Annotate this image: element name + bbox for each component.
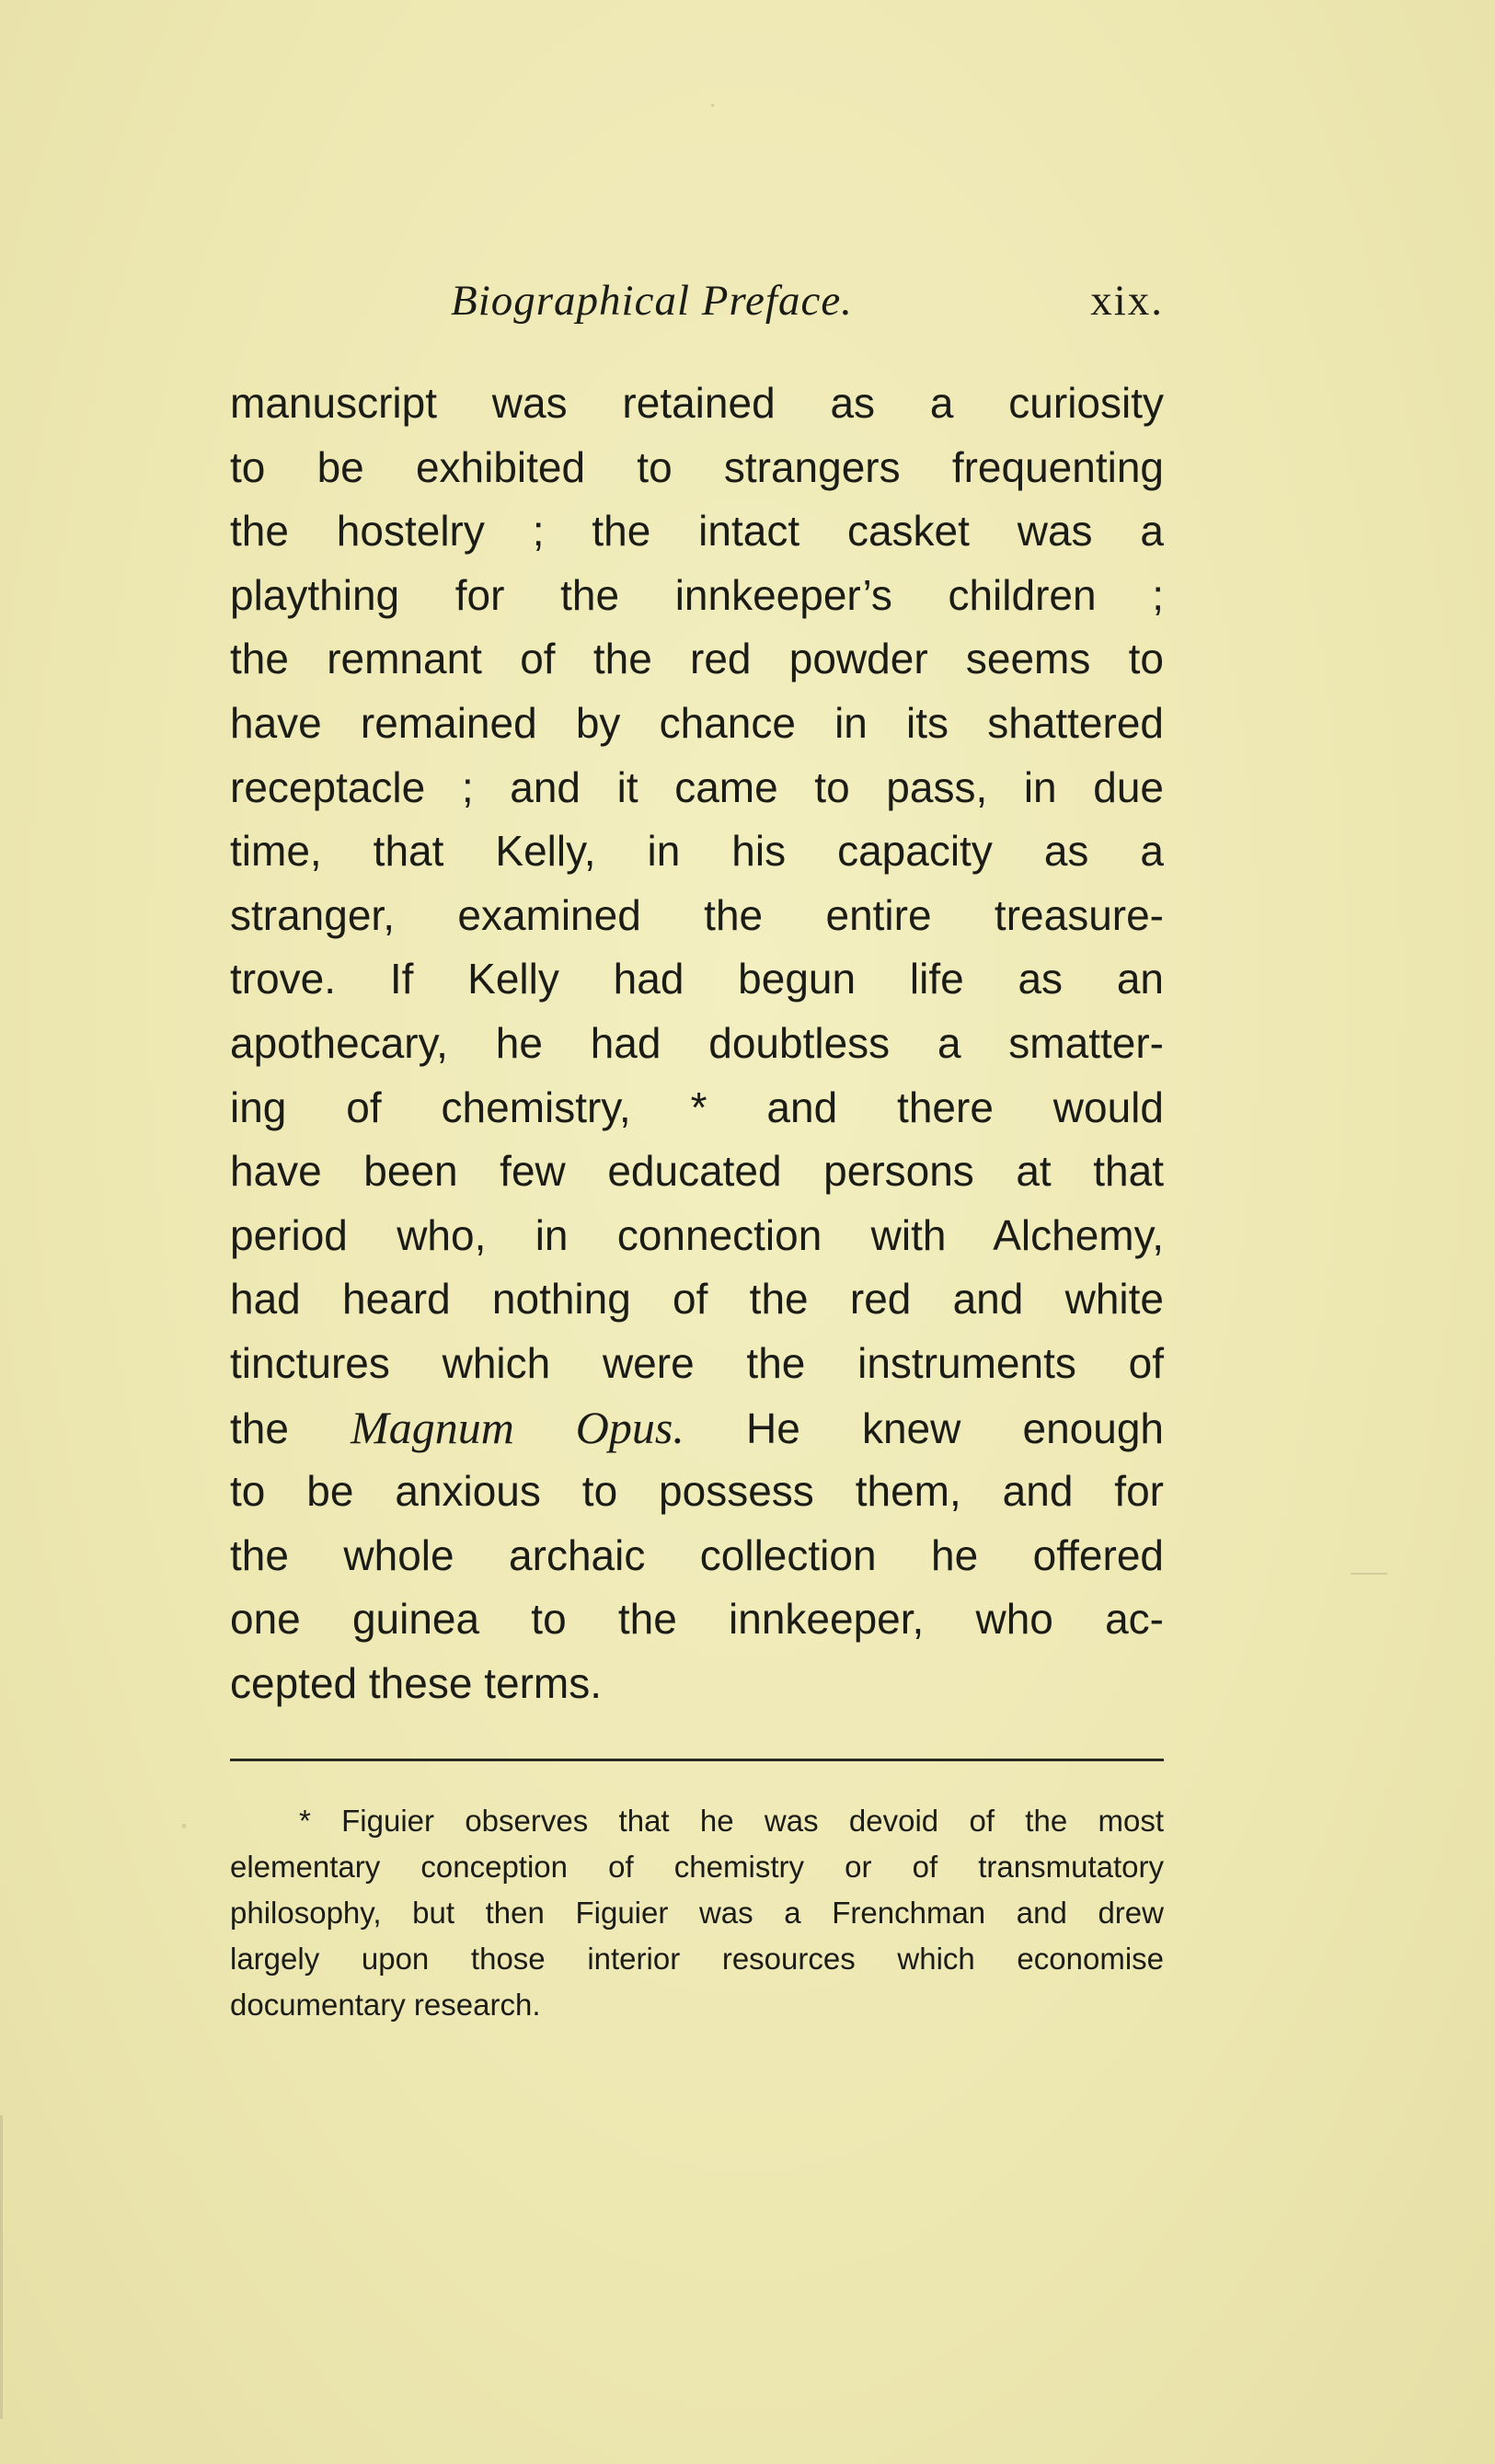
running-title: Biographical Preface. xyxy=(451,277,853,325)
text-segment: He knew enough xyxy=(684,1404,1164,1452)
text-line: had heard nothing of the red and white xyxy=(230,1275,1164,1324)
text-line: to be anxious to possess them, and for xyxy=(230,1467,1164,1516)
text-line: to be exhibited to strangers frequenting xyxy=(230,442,1164,491)
footnote-line: elementary conception of chemistry or of transmutatory xyxy=(230,1850,1164,1884)
scan-speck xyxy=(711,104,714,107)
text-line: apothecary, he had doubtless a smatter- xyxy=(230,1018,1164,1067)
scan-speck xyxy=(0,2115,3,2419)
text-line: stranger, examined the entire treasure- xyxy=(230,890,1164,939)
page-number: xix. xyxy=(1090,277,1164,325)
text-line: one guinea to the innkeeper, who ac- xyxy=(230,1595,1164,1644)
text-line: cepted these terms. xyxy=(230,1658,602,1707)
text-line: tinctures which were the instruments of xyxy=(230,1338,1164,1387)
footnote-divider xyxy=(230,1759,1164,1761)
italic-term: Magnum Opus. xyxy=(351,1401,684,1453)
text-line: manuscript was retained as a curiosity xyxy=(230,379,1164,427)
text-line: ing of chemistry, * and there would xyxy=(230,1083,1164,1131)
text-line: receptacle ; and it came to pass, in due xyxy=(230,762,1164,811)
scan-speck xyxy=(1351,1573,1387,1575)
running-head xyxy=(230,276,1164,340)
text-line: time, that Kelly, in his capacity as a xyxy=(230,827,1164,876)
text-line: have been few educated persons at that xyxy=(230,1147,1164,1196)
text-line: have remained by chance in its shattered xyxy=(230,698,1164,747)
text-segment: the xyxy=(230,1404,351,1452)
text-line: the whole archaic collection he offered xyxy=(230,1530,1164,1579)
text-line: the hostelry ; the intact casket was a xyxy=(230,507,1164,556)
text-line-with-italic xyxy=(230,1396,1164,1461)
footnote-line: philosophy, but then Figuier was a Frenchman and drew xyxy=(230,1896,1164,1930)
text-line: the remnant of the red powder seems to xyxy=(230,635,1164,683)
footnote xyxy=(230,1798,1164,2028)
footnote-line: largely upon those interior resources which economise xyxy=(230,1942,1164,1976)
footnote-line: * Figuier observes that he was devoid of the most xyxy=(299,1804,1164,1838)
text-line: plaything for the innkeeper’s children ; xyxy=(230,570,1164,619)
footnote-line: documentary research. xyxy=(230,1988,541,2022)
text-line: period who, in connection with Alchemy, xyxy=(230,1210,1164,1259)
scan-speck xyxy=(182,1824,186,1828)
body-paragraph xyxy=(230,372,1164,1715)
text-line: trove. If Kelly had begun life as an xyxy=(230,955,1164,1003)
